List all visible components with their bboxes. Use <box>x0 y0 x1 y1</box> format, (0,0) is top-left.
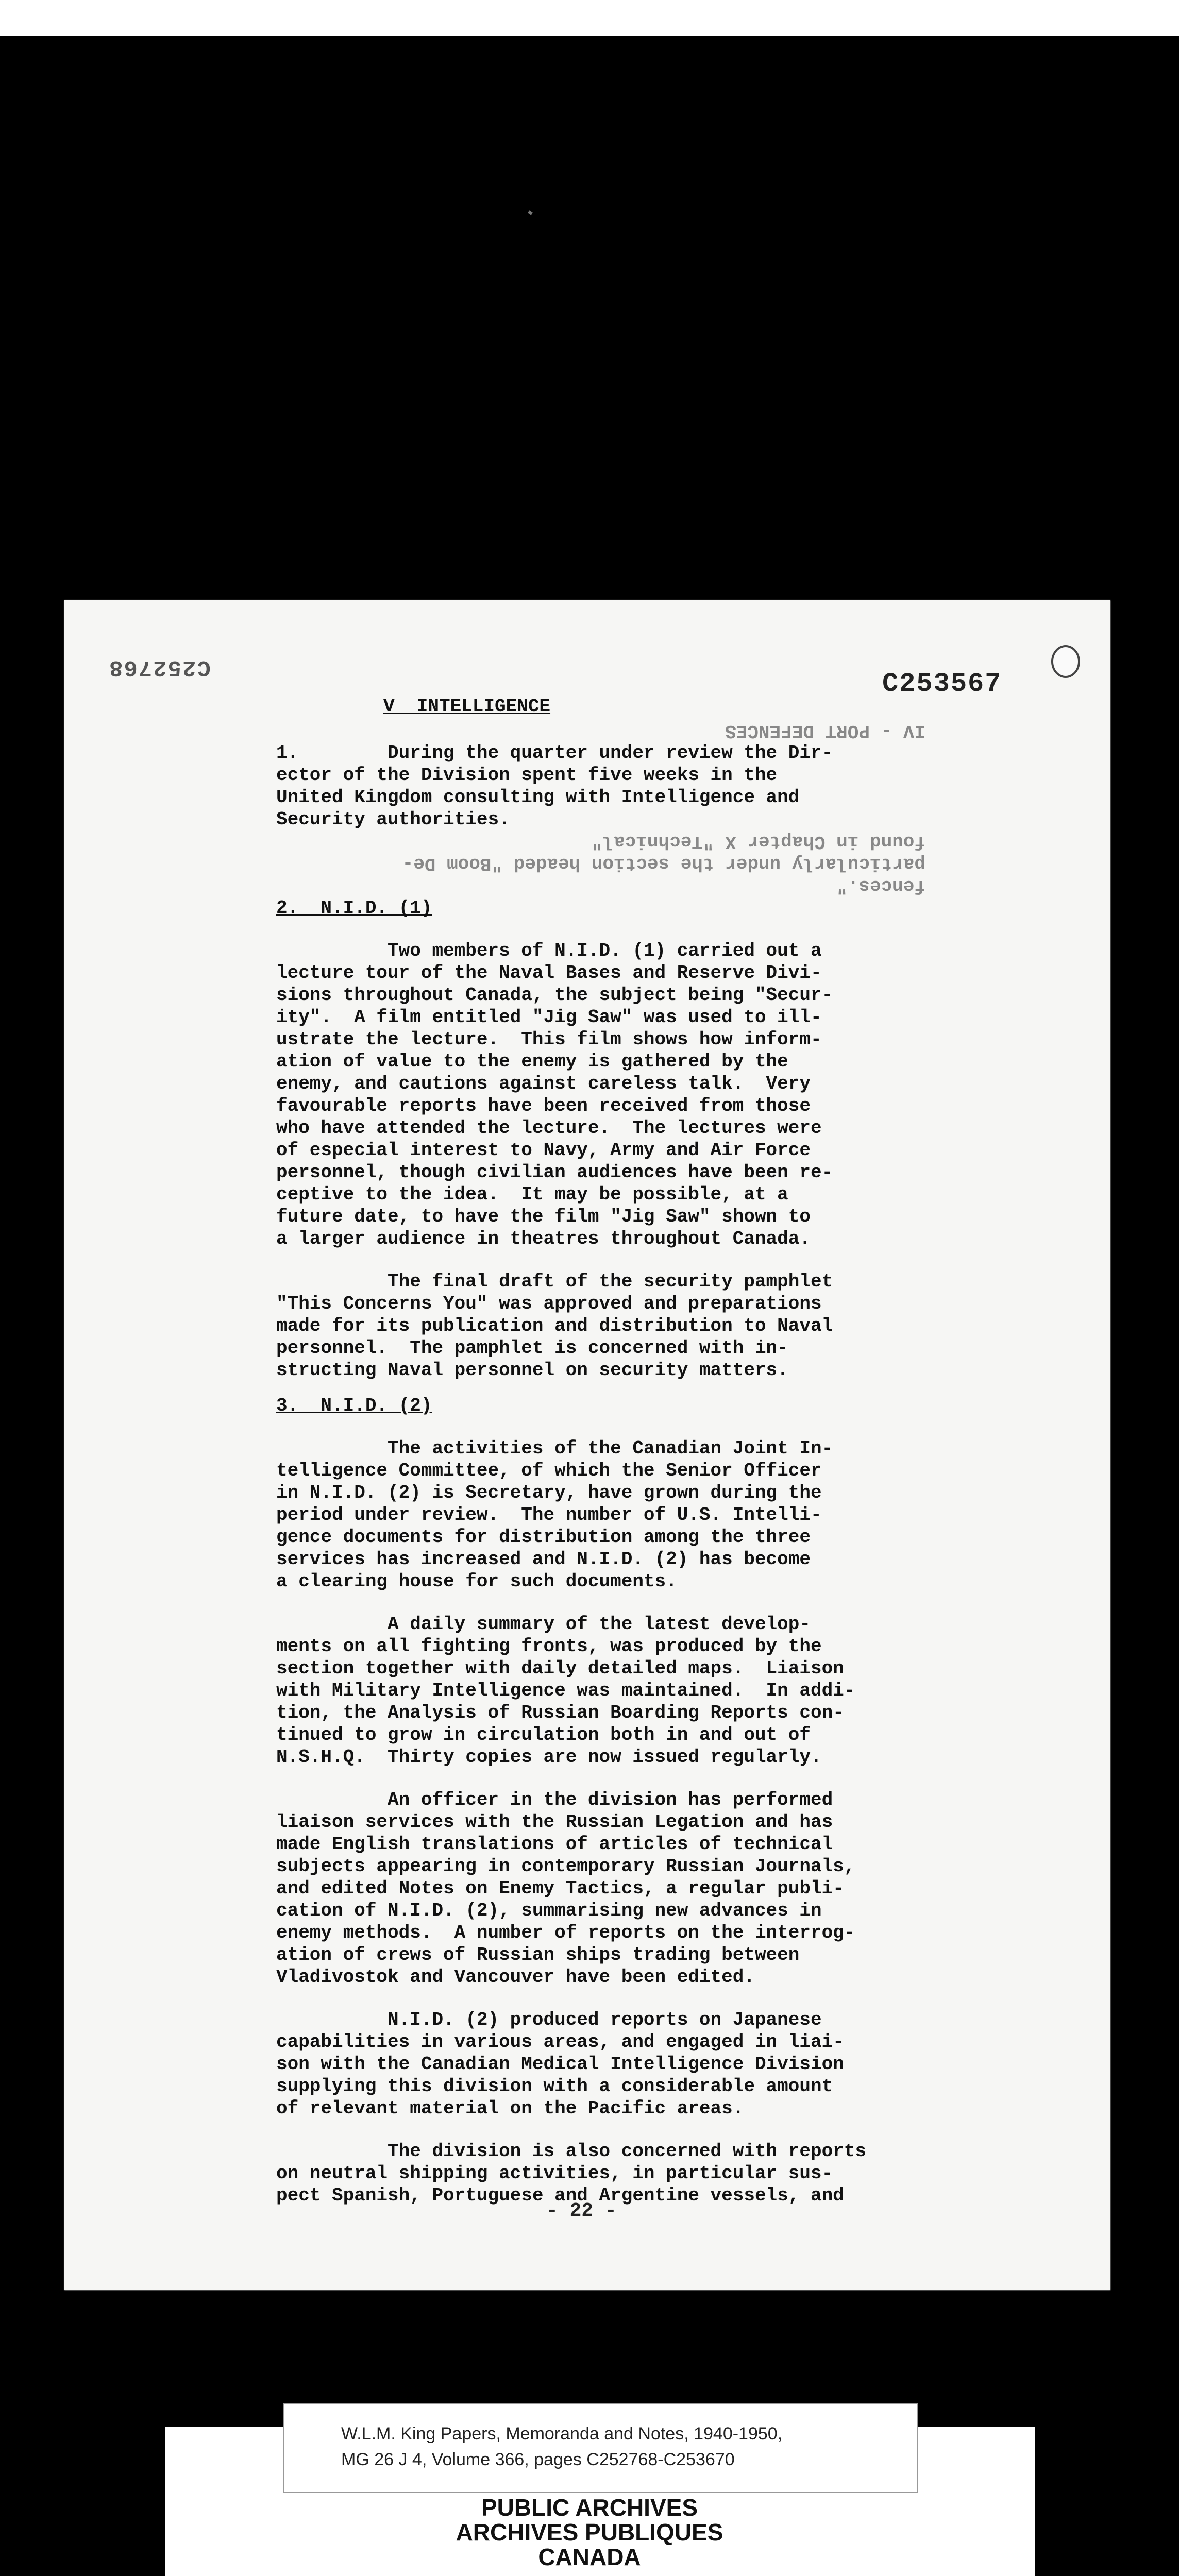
text-line: The final draft of the security pamphlet <box>276 1271 833 1292</box>
text-line: telligence Committee, of which the Senior Officer <box>276 1460 822 1481</box>
text-line: with Military Intelligence was maintained. In addi- <box>276 1680 855 1701</box>
text-line: United Kingdom consulting with Intelligence and <box>276 787 800 808</box>
section-3-paragraph-5 <box>276 2140 925 2207</box>
section-3-heading: 3. N.I.D. (2) <box>276 1395 432 1416</box>
text-line: gence documents for distribution among the three <box>276 1527 811 1548</box>
archives-title-fr: ARCHIVES PUBLIQUES <box>456 2519 723 2546</box>
text-line: of especial interest to Navy, Army and Air Force <box>276 1140 811 1161</box>
text-line: a larger audience in theatres throughout Canada. <box>276 1228 811 1249</box>
top-border <box>0 0 1179 36</box>
text-line: enemy methods. A number of reports on the interrog- <box>276 1922 855 1943</box>
text-line: period under review. The number of U.S. Intelli- <box>276 1504 822 1526</box>
text-line: ceptive to the idea. It may be possible, at a <box>276 1184 788 1205</box>
section-heading: V INTELLIGENCE <box>383 696 551 717</box>
text-line: Security authorities. <box>276 809 510 830</box>
text-line: The activities of the Canadian Joint In- <box>276 1438 833 1459</box>
section-2-paragraph-1 <box>276 940 925 1250</box>
section-2-heading: 2. N.I.D. (1) <box>276 897 432 919</box>
text-line: structing Naval personnel on security matters. <box>276 1360 788 1381</box>
archives-country: CANADA <box>538 2544 641 2570</box>
text-line: N.I.D. (2) produced reports on Japanese <box>276 2009 822 2030</box>
text-line: services has increased and N.I.D. (2) has become <box>276 1549 811 1570</box>
section-3-paragraph-1 <box>276 1437 925 1592</box>
section-3-paragraph-4 <box>276 2009 925 2120</box>
document-body <box>276 696 925 2207</box>
text-line: liaison services with the Russian Legation and has <box>276 1811 833 1833</box>
citation-line-2: MG 26 J 4, Volume 366, pages C252768-C253670 <box>341 2450 735 2469</box>
text-line: enemy, and cautions against careless talk. Very <box>276 1073 811 1094</box>
page-number: - 22 - <box>546 2200 617 2222</box>
section-2-paragraph-2 <box>276 1270 925 1381</box>
text-line: and edited Notes on Enemy Tactics, a regular publi- <box>276 1878 844 1899</box>
text-line: ation of value to the enemy is gathered by the <box>276 1051 788 1072</box>
text-line: future date, to have the film "Jig Saw" shown to <box>276 1206 811 1227</box>
text-line: made English translations of articles of technical <box>276 1834 833 1855</box>
section-3-paragraph-2 <box>276 1613 925 1768</box>
intro-paragraph <box>276 742 925 831</box>
text-line: "This Concerns You" was approved and preparations <box>276 1293 822 1314</box>
text-line: Two members of N.I.D. (1) carried out a <box>276 940 822 961</box>
text-line: An officer in the division has performed <box>276 1789 833 1810</box>
text-line: A daily summary of the latest develop- <box>276 1614 811 1635</box>
citation-box <box>283 2403 918 2493</box>
archives-title-en: PUBLIC ARCHIVES <box>481 2494 698 2521</box>
text-line: who have attended the lecture. The lectures were <box>276 1117 822 1139</box>
text-line: tion, the Analysis of Russian Boarding Reports con- <box>276 1702 844 1723</box>
text-line: ustrate the lecture. This film shows how inform- <box>276 1029 822 1050</box>
scan-speck <box>528 210 533 215</box>
text-line: sions throughout Canada, the subject being "Secur- <box>276 985 833 1006</box>
text-line: tinued to grow in circulation both in and out of <box>276 1724 811 1745</box>
text-line: personnel, though civilian audiences have been re- <box>276 1162 833 1183</box>
text-line: found in Chapter X "Technical" <box>591 831 925 852</box>
text-line: subjects appearing in contemporary Russian Journals, <box>276 1856 855 1877</box>
text-line: cation of N.I.D. (2), summarising new advances in <box>276 1900 822 1921</box>
text-line: N.S.H.Q. Thirty copies are now issued regularly. <box>276 1747 822 1768</box>
text-line: ity". A film entitled "Jig Saw" was used to ill- <box>276 1007 822 1028</box>
stamp-left: C252768 <box>108 654 211 680</box>
citation-line-1: W.L.M. King Papers, Memoranda and Notes, 1940-1950, <box>341 2424 783 2444</box>
text-line: ments on all fighting fronts, was produced by the <box>276 1636 822 1657</box>
text-line: The division is also concerned with reports <box>276 2141 866 2162</box>
text-line: a clearing house for such documents. <box>276 1571 677 1592</box>
text-line: capabilities in various areas, and engaged in liai- <box>276 2031 844 2053</box>
text-line: 1. During the quarter under review the Dir- <box>276 742 833 764</box>
text-line: son with the Canadian Medical Intelligence Division <box>276 2054 844 2075</box>
text-line: fences." <box>836 875 925 896</box>
text-line: personnel. The pamphlet is concerned with in- <box>276 1337 788 1359</box>
bleedthrough-text <box>276 831 925 897</box>
text-line: ector of the Division spent five weeks in the <box>276 765 778 786</box>
stamp-right: C253567 <box>882 669 1002 699</box>
punch-hole <box>1051 645 1080 678</box>
ghost-heading: IV - PORT DEFENCES <box>725 720 925 741</box>
text-line: section together with daily detailed maps. Liaison <box>276 1658 844 1679</box>
text-line: favourable reports have been received from those <box>276 1095 811 1116</box>
text-line: made for its publication and distribution to Naval <box>276 1315 833 1336</box>
text-line: Vladivostok and Vancouver have been edited. <box>276 1967 755 1988</box>
text-line: ation of crews of Russian ships trading between <box>276 1944 800 1965</box>
text-line: of relevant material on the Pacific areas. <box>276 2098 744 2119</box>
text-line: in N.I.D. (2) is Secretary, have grown during the <box>276 1482 822 1503</box>
text-line: lecture tour of the Naval Bases and Reserve Divi- <box>276 962 822 984</box>
section-3-paragraph-3 <box>276 1789 925 1988</box>
text-line: pect Spanish, Portuguese and Argentine vessels, and <box>276 2185 844 2206</box>
text-line: supplying this division with a considerable amount <box>276 2076 833 2097</box>
text-line: particularly under the section headed "Boom De- <box>402 853 925 874</box>
text-line: on neutral shipping activities, in particular sus- <box>276 2163 833 2184</box>
